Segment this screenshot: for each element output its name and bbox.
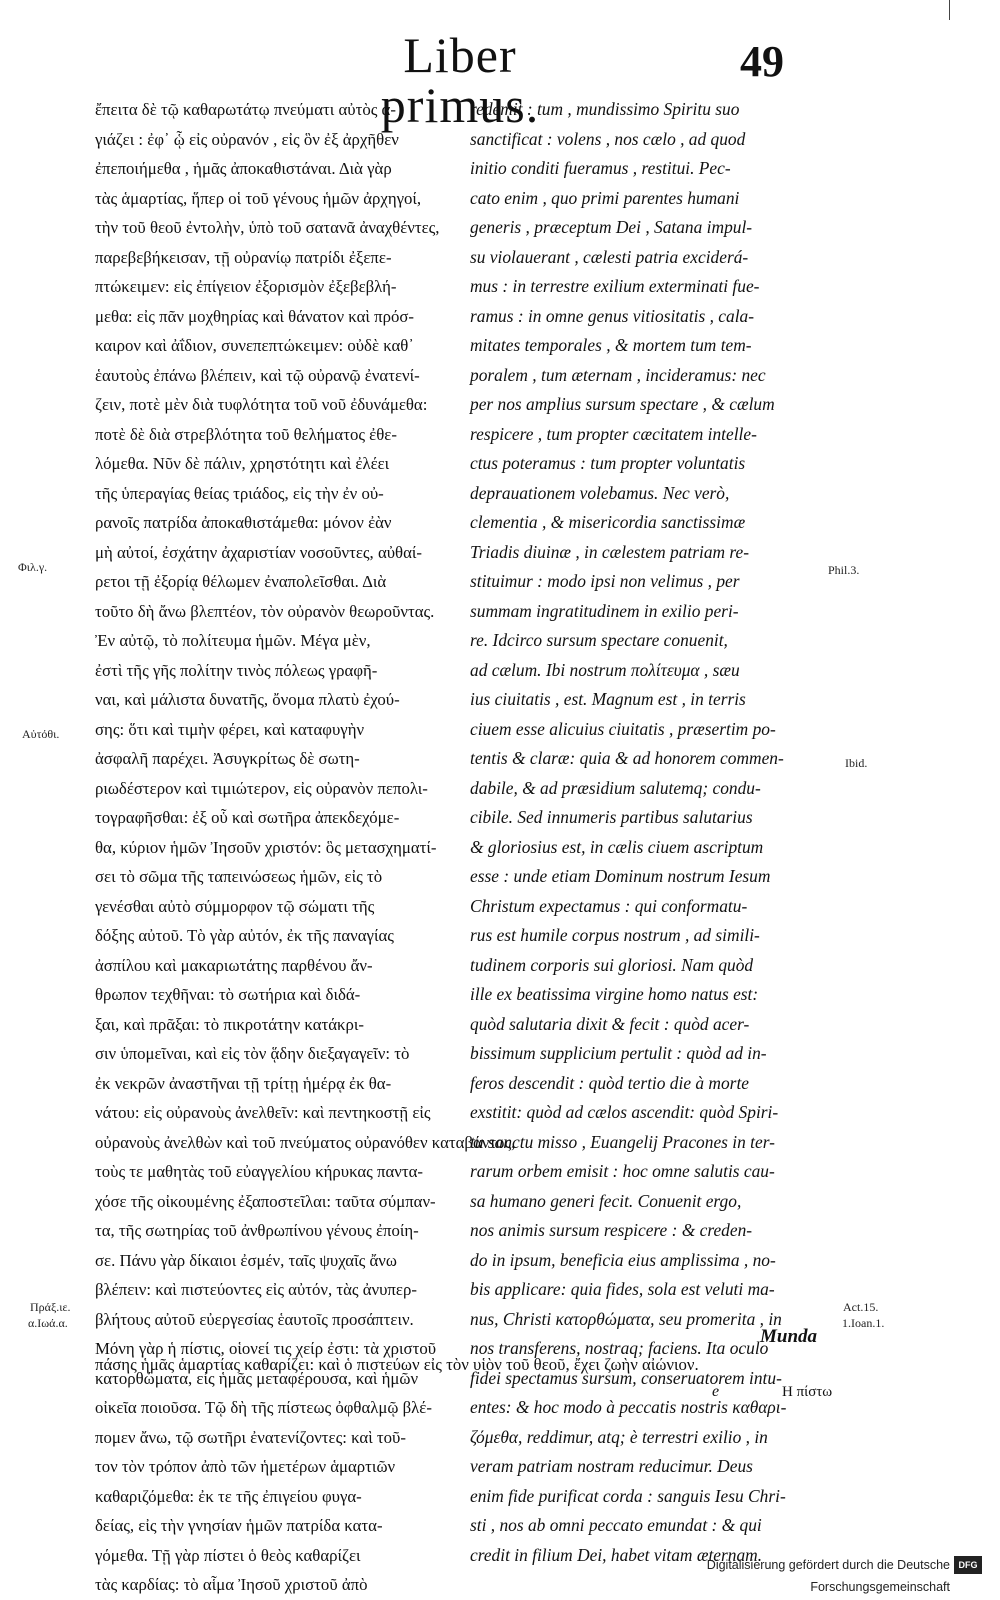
greek-text-line: μὴ αὐτοί, ἐσχάτην ἀχαριστίαν νοσοῦντες, αὐθαί- <box>95 542 422 562</box>
greek-text-line: πτώκειμεν: εἰς ἐπίγειον ἐξορισμὸν ἐξεβεβλή- <box>95 277 397 296</box>
greek-text-line: ἑαυτοὺς ἐπάνω βλέπειν, καὶ τῷ οὐρανῷ ἐνατενί- <box>95 365 420 385</box>
greek-text-line: θα, κύριον ἡμῶν Ἰησοῦν χριστόν: ὃς μετασχηματί- <box>95 837 437 857</box>
greek-text-line: ἐστὶ τῆς γῆς πολίτην τινὸς πόλεως γραφῆ- <box>95 660 378 680</box>
latin-text-line: sanctificat : volens , nos cælo , ad quod <box>470 128 746 149</box>
greek-text-line: ζειν, ποτὲ μὲν διὰ τυφλότητα τοῦ νοῦ ἐδυνάμεθα: <box>95 395 428 414</box>
latin-text-line: ζόμεθα, reddimur, atq; è terrestri exilio , in <box>470 1426 768 1447</box>
dfg-logo: DFG <box>954 1556 982 1574</box>
greek-text-line: τῆς ὑπεραγίας θείας τριάδος, εἰς τὴν ἐν οὐ- <box>95 483 384 503</box>
latin-text-line: credit in filium Dei, habet vitam æternam. <box>470 1544 763 1565</box>
latin-text-line: Triadis diuinæ , in cælestem patriam re- <box>470 541 750 562</box>
page-edge-mark <box>949 0 950 20</box>
greek-text-line: σε. Πάνυ γὰρ δίκαιοι ἐσμέν, ταῖς ψυχαῖς ἄνω <box>95 1250 397 1270</box>
latin-text-line: sa humano generi fecit. Conuenit ergo, <box>470 1190 742 1211</box>
latin-text-line: tudinem corporis sui gloriosi. Nam quòd <box>470 954 754 975</box>
greek-text-line: Μόνη γὰρ ἡ πίστις, οἱονεί τις χείρ ἐστι: τὰ χριστοῦ <box>95 1339 437 1358</box>
margin-note-left-1: Φιλ.γ. <box>18 560 48 574</box>
greek-text-line: γιάζει : ἐφ᾽ ᾧ εἰς οὐρανόν , εἰς ὃν ἐξ ἀρχῆθεν <box>95 129 399 149</box>
greek-text-line: τὰς καρδίας: τὸ αἷμα Ἰησοῦ χριστοῦ ἀπὸ <box>95 1575 368 1594</box>
latin-text-line: initio conditi fueramus , restitui. Pec- <box>470 158 731 178</box>
greek-text-line: δόξης αὐτοῦ. Τὸ γὰρ αὐτόν, ἐκ τῆς παναγίας <box>95 926 394 945</box>
latin-text-line: cibile. Sed innumeris partibus salutarius <box>470 807 753 827</box>
latin-text-line: mitates temporales , & mortem tum tem- <box>470 335 752 355</box>
greek-text-line: μεθα: εἰς πᾶν μοχθηρίας καὶ θάνατον καὶ πρόσ- <box>95 306 414 326</box>
greek-text-line: σιν ὑπομεῖναι, καὶ εἰς τὸν ᾅδην διεξαγαγεῖν: τὸ <box>95 1044 410 1063</box>
latin-text-line: deprauationem volebamus. Nec verò, <box>470 482 730 503</box>
greek-final-line: πάσης ἡμᾶς ἁμαρτίας καθαρίζει: καὶ ὁ πιστεύων εἰς τὸν υἱὸν τοῦ θεοῦ, ἔχει ζωὴν αἰώνιον. <box>95 1355 699 1374</box>
latin-text-line: summam ingratitudinem in exilio peri- <box>470 600 739 621</box>
latin-text-line: nos animis sursum respicere : & creden- <box>470 1220 753 1240</box>
latin-text-line: rus est humile corpus nostrum , ad simili- <box>470 925 760 945</box>
greek-text-line: βλήτους αὐτοῦ εὐεργεσίας ἑαυτοῖς προσάπτειν. <box>95 1309 414 1329</box>
greek-text-line: γενέσθαι αὐτὸ σύμμορφον τῷ σώματι τῆς <box>95 896 375 916</box>
latin-text-line: nus, Christi κατορθώματα, seu promerita , in <box>470 1308 782 1329</box>
greek-text-line: ρετοι τῇ ἐξορίᾳ θέλωμεν ἐναπολεῖσθαι. Διὰ <box>95 572 387 591</box>
latin-text-line: do in ipsum, beneficia eius amplissima , no- <box>470 1249 776 1270</box>
greek-text-line: καθαριζόμεθα: ἐκ τε τῆς ἐπιγείου φυγα- <box>95 1486 362 1506</box>
latin-text-line: bissimum supplicium pertulit : quòd ad in- <box>470 1043 767 1063</box>
greek-text-line: ρανοῖς πατρίδα ἀποκαθιστάμεθα: μόνον ἐὰν <box>95 513 392 532</box>
margin-note-right-2: Ibid. <box>845 756 868 770</box>
greek-text-line: τοῦτο δὴ ἄνω βλεπτέον, τὸν οὐρανὸν θεωροῦντας. <box>95 601 435 621</box>
greek-text-line: τὴν τοῦ θεοῦ ἐντολὴν, ὑπὸ τοῦ σατανᾶ ἀναχθέντες, <box>95 218 440 237</box>
latin-text-line: exstitit: quòd ad cælos ascendit: quòd Spiri- <box>470 1102 779 1122</box>
greek-text-line: κατορθώματα, εἰς ἡμᾶς μεταφέρουσα, καὶ ἡμῶν <box>95 1368 419 1388</box>
greek-text-line: σης: ὅτι καὶ τιμὴν φέρει, καὶ καταφυγὴν <box>95 719 365 739</box>
latin-text-line: su violauerant , cælesti patria exciderá- <box>470 246 749 267</box>
latin-text-line: fidei spectamus sursum, conseruatorem intu- <box>470 1367 782 1388</box>
latin-text-line: & gloriosius est, in cælis ciuem ascriptum <box>470 836 764 857</box>
greek-text-line: τα, τῆς σωτηρίας τοῦ ἀνθρωπίνου γένους ἐποίη- <box>95 1221 419 1240</box>
latin-text-line: veram patriam nostram reducimur. Deus <box>470 1456 753 1476</box>
greek-text-line: ἀσφαλῆ παρέχει. Ἀσυγκρίτως δὲ σωτη- <box>95 749 360 768</box>
latin-text-line: sti , nos ab omni peccato emundat : & qui <box>470 1515 762 1535</box>
greek-text-line: πομεν ἄνω, τῷ σωτῆρι ἐνατενίζοντες: καὶ τοῦ- <box>95 1427 406 1447</box>
latin-text-line: clementia , & misericordia sanctissimæ <box>470 512 746 532</box>
margin-note-left-3: Πράξ.ιε. <box>30 1300 71 1314</box>
latin-text-line: ille ex beatissima virgine homo natus est: <box>470 984 759 1004</box>
latin-text-line: generis , præceptum Dei , Satana impul- <box>470 217 753 237</box>
greek-text-line: ἐπεποιήμεθα , ἡμᾶς ἀποκαθιστάναι. Διὰ γὰρ <box>95 159 392 178</box>
greek-text-line: σει τὸ σῶμα τῆς ταπεινώσεως ἡμῶν, εἰς τὸ <box>95 867 383 886</box>
latin-text-line: redemit : tum , mundissimo Spiritu suo <box>470 99 740 119</box>
latin-text-line: rarum orbem emisit : hoc omne salutis cau- <box>470 1161 775 1181</box>
latin-text-line: enim fide purificat corda : sanguis Iesu Chri- <box>470 1485 786 1506</box>
latin-text-line: entes: & hoc modo à peccatis nostris καθαρι- <box>470 1397 787 1417</box>
latin-text-line: quòd salutaria dixit & fecit : quòd acer- <box>470 1013 750 1034</box>
latin-text-line: Christum expectamus : qui conformatu- <box>470 895 748 916</box>
greek-text-line: παρεβεβήκεισαν, τῇ οὐρανίῳ πατρίδι ἐξεπε- <box>95 247 392 267</box>
greek-text-line: χόσε τῆς οἰκουμένης ἐξαποστεῖλαι: ταῦτα σύμπαν- <box>95 1191 436 1211</box>
greek-text-line: ποτὲ δὲ διὰ στρεβλότητα τοῦ θελήματος ἐθε- <box>95 424 397 444</box>
greek-text-line: ξαι, καὶ πρᾶξαι: τὸ πικροτάτην κατάκρι- <box>95 1014 364 1034</box>
latin-catchword: Munda <box>760 1326 818 1347</box>
signature-mark: e <box>712 1383 720 1400</box>
digitization-footer: Digitalisierung gefördert durch die Deutsche Forschungsgemeinschaft <box>706 1558 950 1594</box>
latin-text-line: re. Idcirco sursum spectare conuenit, <box>470 630 728 650</box>
margin-note-left-4: α.Ιωά.α. <box>28 1316 68 1330</box>
latin-text-line: cato enim , quo primi parentes humani <box>470 187 740 208</box>
greek-text-line: ἔπειτα δὲ τῷ καθαρωτάτῳ πνεύματι αὐτὸς ἁ- <box>95 100 396 119</box>
greek-text-line: οἰκεῖα ποιοῦσα. Τῷ δὴ τῆς πίστεως ὀφθαλμῷ βλέ- <box>95 1398 432 1417</box>
latin-text-line: ius ciuitatis , est. Magnum est , in terris <box>470 689 746 709</box>
running-head-title: Liber primus. <box>380 27 540 133</box>
greek-text-line: λόμεθα. Νῦν δὲ πάλιν, χρηστότητι καὶ ἐλέει <box>95 454 390 473</box>
greek-text-line: θρωπον τεχθῆναι: τὸ σωτήρια καὶ διδά- <box>95 985 361 1004</box>
latin-text-line: nos transferens, nostraq; faciens. Ita oculo <box>470 1338 769 1358</box>
margin-note-right-3: Act.15. <box>843 1300 879 1314</box>
greek-text-line: τοὺς τε μαθητὰς τοῦ εὐαγγελίου κήρυκας παντα- <box>95 1162 424 1181</box>
latin-text-line: tu sanctu misso , Euangelij Pracones in ter- <box>470 1131 775 1152</box>
greek-text-line: Ἐν αὐτῷ, τὸ πολίτευμα ἡμῶν. Μέγα μὲν, <box>95 631 371 650</box>
latin-text-line: stituimur : modo ipsi non velimus , per <box>470 571 740 591</box>
greek-text-line: οὐρανοὺς ἀνελθὼν καὶ τοῦ πνεύματος οὐρανόθεν καταβάντος, <box>95 1132 516 1152</box>
margin-note-left-2: Αὐτόθι. <box>22 727 60 741</box>
greek-text-line: ἐκ νεκρῶν ἀναστῆναι τῇ τρίτῃ ἡμέρᾳ ἐκ θα- <box>95 1073 392 1093</box>
latin-text-line: ramus : in omne genus vitiositatis , cala- <box>470 305 755 326</box>
page-number: 49 <box>740 37 784 86</box>
greek-text-line: καιρον καὶ ἀΐδιον, συνεπεπτώκειμεν: οὐδὲ καθ᾽ <box>95 336 414 355</box>
greek-text-line: ἀσπίλου καὶ μακαριωτάτης παρθένου ἄν- <box>95 955 373 975</box>
latin-text-line: ctus poteramus : tum propter voluntatis <box>470 453 746 473</box>
greek-text-line: τὰς ἁμαρτίας, ἥπερ οἱ τοῦ γένους ἡμῶν ἀρχηγοί, <box>95 188 422 208</box>
latin-text-line: per nos amplius sursum spectare , & cælum <box>470 394 775 414</box>
latin-text-line: bis applicare: quia fides, sola est veluti ma- <box>470 1279 775 1299</box>
greek-text-line: βλέπειν: καὶ πιστεύοντες εἰς αὐτόν, τὰς ἀνυπερ- <box>95 1280 417 1299</box>
latin-text-line: respicere , tum propter cæcitatem intelle- <box>470 423 757 444</box>
greek-text-line: νάτου: εἰς οὐρανοὺς ἀνελθεῖν: καὶ πεντηκοστῇ εἰς <box>95 1103 431 1122</box>
latin-text-line: esse : unde etiam Dominum nostrum Iesum <box>470 866 771 886</box>
greek-text-line: γόμεθα. Τῇ γὰρ πίστει ὁ θεὸς καθαρίζει <box>95 1545 361 1565</box>
greek-text-line: δείας, εἰς τὴν γνησίαν ἡμῶν πατρίδα κατα- <box>95 1516 383 1535</box>
greek-text-line: τον τὸν τρόπον ἀπὸ τῶν ἡμετέρων ἁμαρτιῶν <box>95 1457 396 1476</box>
latin-text-line: mus : in terrestre exilium exterminati fue- <box>470 276 760 296</box>
latin-text-line: ad cælum. Ibi nostrum πολίτευμα , sæu <box>470 659 740 680</box>
margin-note-right-4: 1.Ioan.1. <box>842 1316 885 1330</box>
margin-note-right-1: Phil.3. <box>828 563 860 577</box>
latin-text-line: ciuem esse alicuius ciuitatis , præsertim po- <box>470 718 776 739</box>
catchword: Η πίστω <box>782 1384 833 1400</box>
latin-text-line: feros descendit : quòd tertio die à morte <box>470 1072 750 1093</box>
latin-text-line: poralem , tum æternam , incideramus: nec <box>470 364 766 385</box>
greek-text-line: ριωδέστερον καὶ τιμιώτερον, εἰς οὐρανὸν πεπολι- <box>95 778 428 798</box>
latin-text-line: dabile, & ad præsidium salutemq; condu- <box>470 777 761 798</box>
latin-text-line: tentis & claræ: quia & ad honorem commen- <box>470 748 784 768</box>
greek-text-line: ναι, καὶ μάλιστα δυνατῆς, ὄνομα πλατὺ ἐχού- <box>95 690 400 709</box>
greek-text-line: τογραφῆσθαι: ἐξ οὗ καὶ σωτῆρα ἀπεκδεχόμε- <box>95 808 400 827</box>
